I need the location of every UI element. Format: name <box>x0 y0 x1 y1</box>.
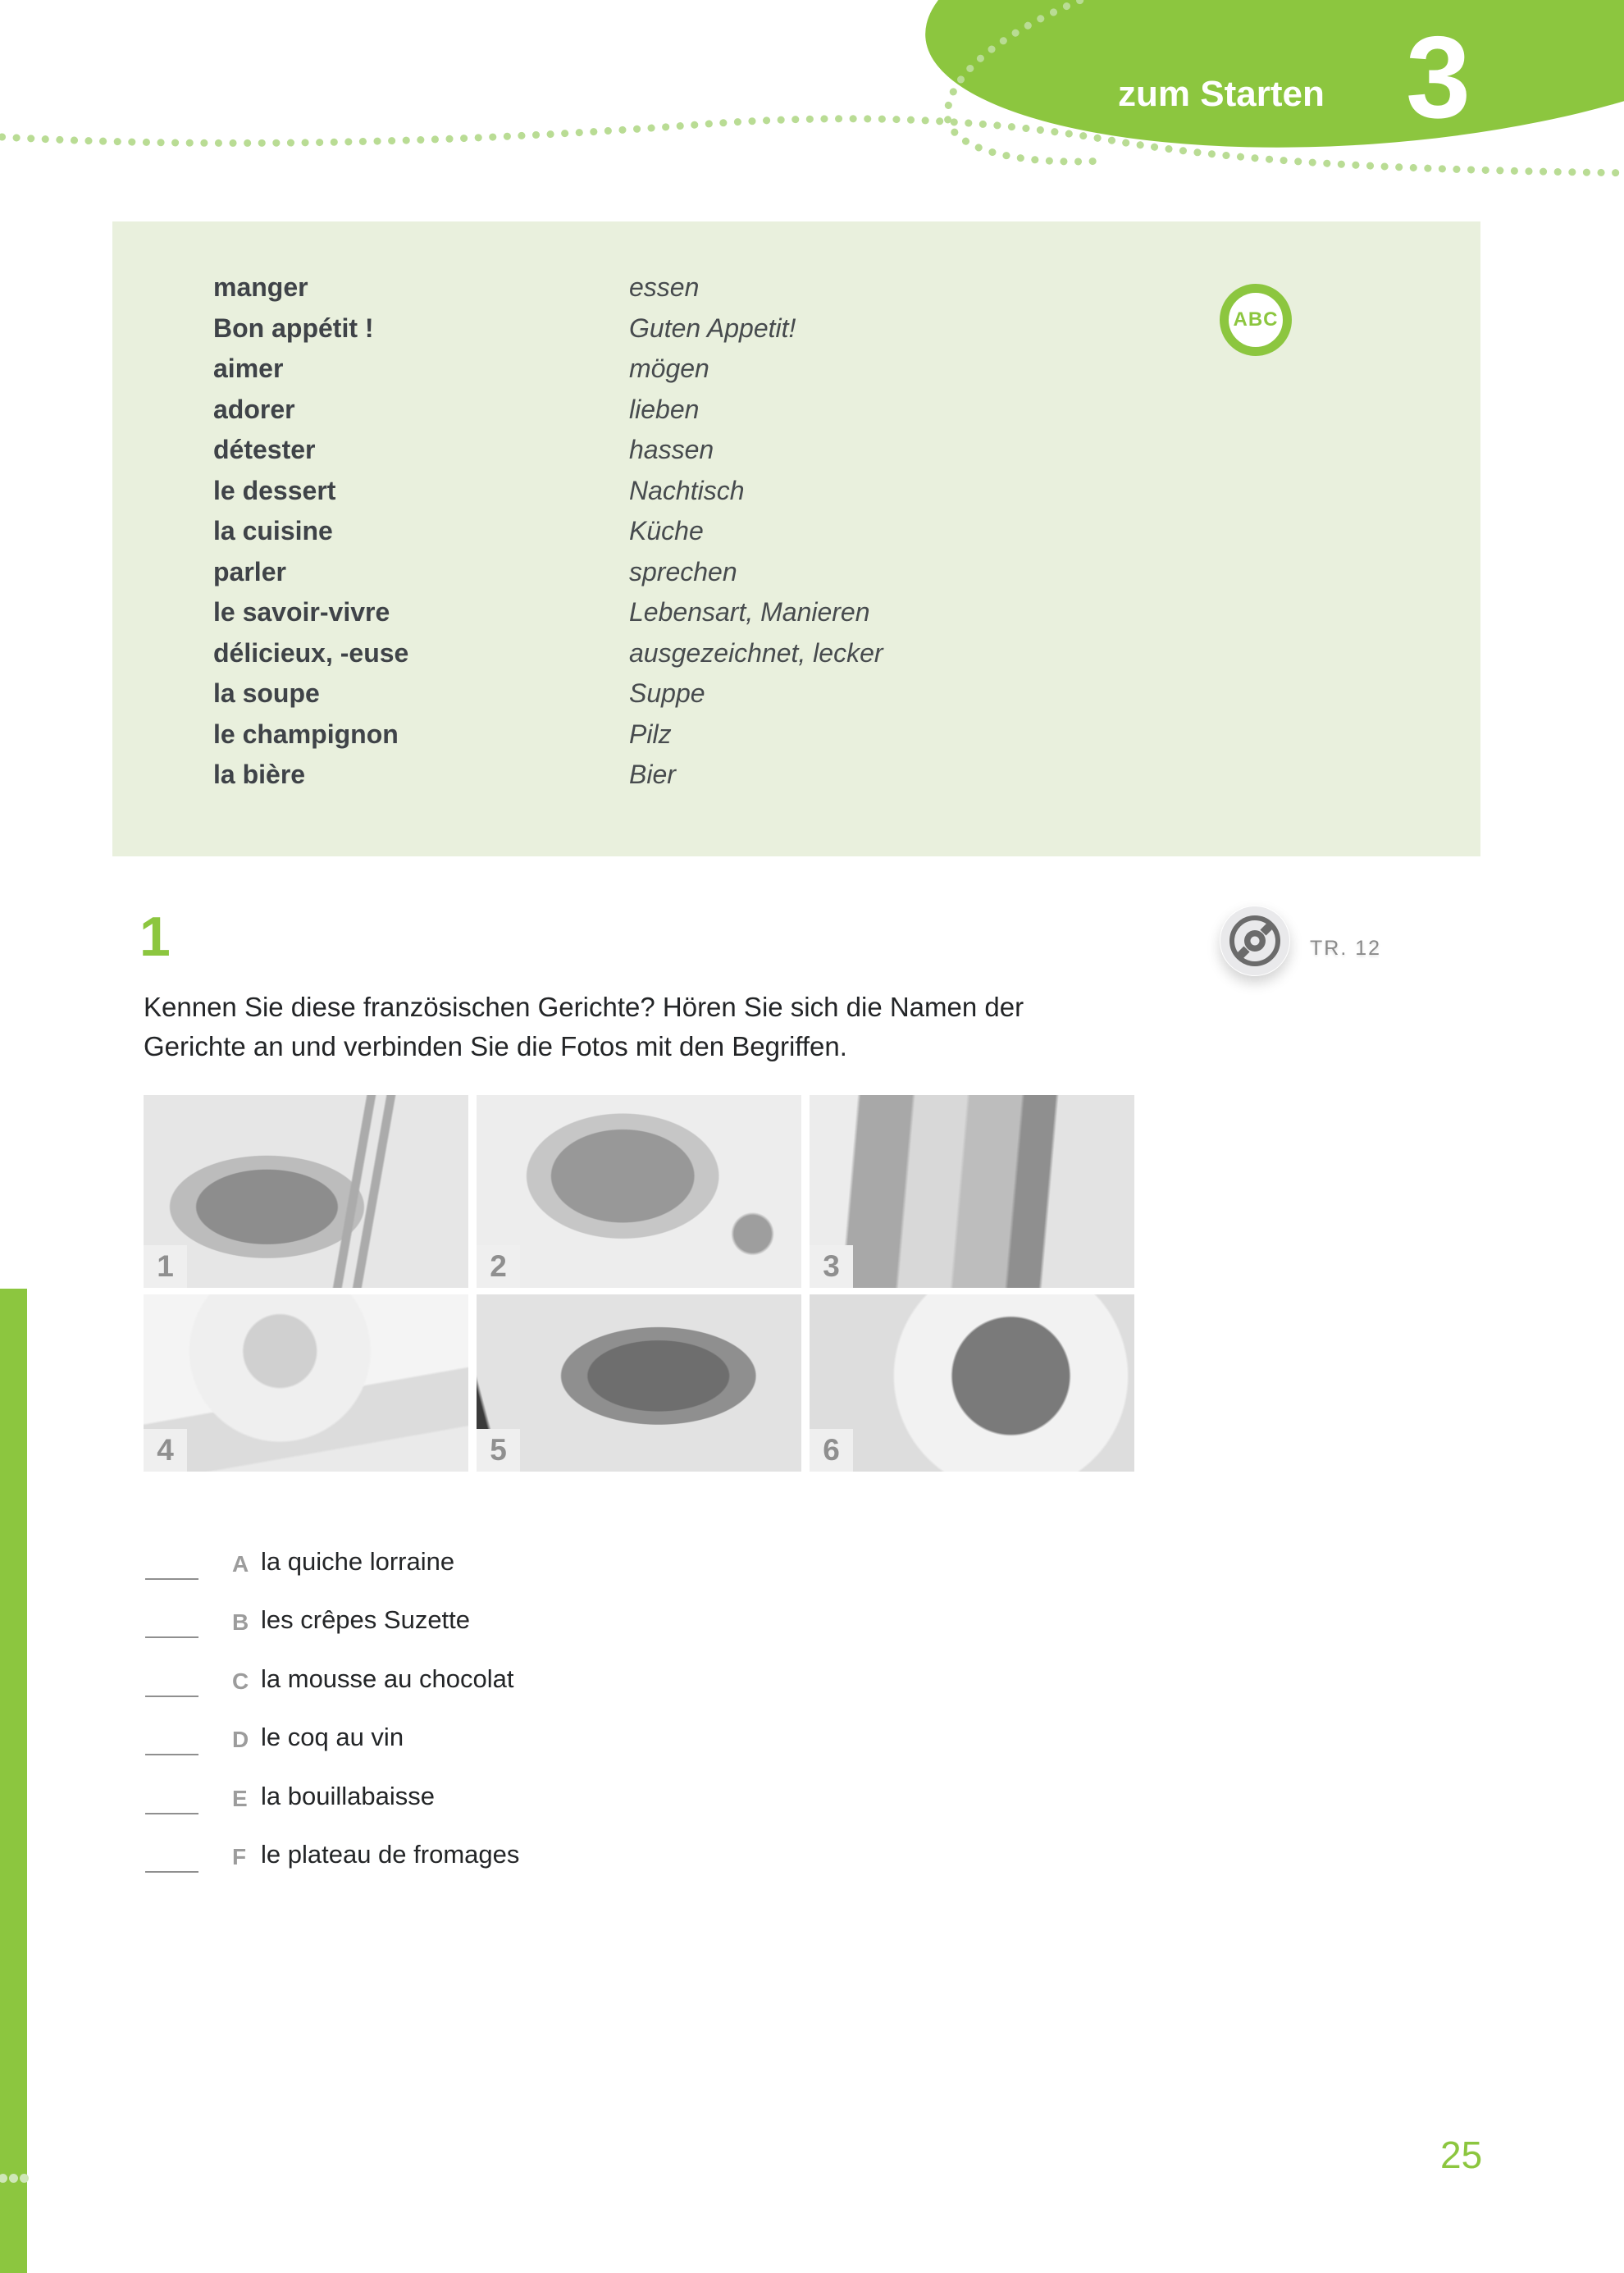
vocabulary-box <box>112 221 1480 856</box>
audio-track-label: TR. 12 <box>1310 937 1382 960</box>
option-text: le coq au vin <box>261 1723 404 1751</box>
option-text: les crêpes Suzette <box>261 1605 471 1634</box>
vocab-row <box>213 516 883 557</box>
vocab-french: la bière <box>213 760 306 789</box>
photo-number-badge: 3 <box>810 1245 853 1288</box>
vocab-german: ausgezeichnet, lecker <box>629 637 883 668</box>
answer-row-b <box>145 1604 965 1663</box>
photo-number-badge: 2 <box>477 1245 520 1288</box>
answer-row-a <box>145 1545 965 1604</box>
vocabulary-list <box>213 272 883 801</box>
bar-dot <box>9 2174 18 2183</box>
photo-4 <box>144 1294 468 1472</box>
page-number: 25 <box>1440 2134 1483 2176</box>
exercise-instruction <box>144 988 1177 1066</box>
option-text: la bouillabaisse <box>261 1782 435 1810</box>
answer-blank[interactable] <box>145 1578 198 1580</box>
section-title: zum Starten <box>1118 74 1325 114</box>
photo-6 <box>810 1294 1134 1472</box>
vocab-german: Nachtisch <box>629 475 745 505</box>
vocab-german: Guten Appetit! <box>629 313 796 343</box>
vocab-french: délicieux, -euse <box>213 637 409 668</box>
vocab-german: lieben <box>629 394 700 424</box>
option-letter: E <box>232 1786 248 1811</box>
answer-blank[interactable] <box>145 1813 198 1814</box>
vocab-french: le savoir-vivre <box>213 597 390 627</box>
vocab-french: parler <box>213 556 286 587</box>
cd-glyph <box>1220 906 1290 976</box>
vocab-french: manger <box>213 272 308 302</box>
answer-blank[interactable] <box>145 1636 198 1638</box>
vocab-german: hassen <box>629 435 714 464</box>
vocab-french: détester <box>213 435 316 464</box>
vocab-row <box>213 354 883 395</box>
instruction-line-2: Gerichte an und verbinden Sie die Fotos mit den Begriffen. <box>144 1031 847 1061</box>
vocab-row <box>213 476 883 517</box>
vocab-french: aimer <box>213 354 284 383</box>
vocab-french: Bon appétit ! <box>213 313 374 343</box>
instruction-line-1: Kennen Sie diese französischen Gerichte? Hören Sie sich die Namen der <box>144 992 1024 1022</box>
photo-number-badge: 4 <box>144 1429 187 1472</box>
vocab-german: Pilz <box>629 719 672 749</box>
abc-vocabulary-icon <box>1220 284 1292 356</box>
vocab-german: Bier <box>629 760 676 789</box>
vocab-german: mögen <box>629 354 709 383</box>
vocab-row <box>213 760 883 801</box>
vocab-row <box>213 435 883 476</box>
answer-blank[interactable] <box>145 1754 198 1755</box>
vocab-row <box>213 272 883 313</box>
answer-row-d <box>145 1721 965 1780</box>
vocab-french: la cuisine <box>213 516 333 545</box>
vocab-german: Küche <box>629 516 704 545</box>
vocab-row <box>213 313 883 354</box>
answer-row-c <box>145 1663 965 1722</box>
bar-dot <box>20 2174 29 2183</box>
bar-dot <box>0 2174 7 2183</box>
option-letter: D <box>232 1727 249 1752</box>
photo-5 <box>477 1294 801 1472</box>
vocab-row <box>213 678 883 719</box>
option-letter: A <box>232 1551 249 1577</box>
answer-blank[interactable] <box>145 1871 198 1873</box>
vocab-german: Suppe <box>629 678 705 708</box>
vocab-row <box>213 719 883 760</box>
vocab-french: le dessert <box>213 475 336 505</box>
option-text: le plateau de fromages <box>261 1840 520 1869</box>
answer-row-f <box>145 1838 965 1897</box>
answer-row-e <box>145 1780 965 1839</box>
exercise-number: 1 <box>139 906 171 968</box>
chapter-number: 3 <box>1406 12 1471 143</box>
vocab-french: adorer <box>213 394 295 424</box>
answer-blank[interactable] <box>145 1696 198 1697</box>
photo-3 <box>810 1095 1134 1288</box>
audio-cd-icon <box>1220 906 1290 976</box>
vocab-french: le champignon <box>213 719 399 749</box>
option-text: la quiche lorraine <box>261 1547 455 1576</box>
photo-number-badge: 5 <box>477 1429 520 1472</box>
photo-1 <box>144 1095 468 1288</box>
photo-number-badge: 1 <box>144 1245 187 1288</box>
vocab-row <box>213 557 883 598</box>
header-decoration <box>0 0 1624 246</box>
vocab-german: Lebensart, Manieren <box>629 597 870 627</box>
photo-2 <box>477 1095 801 1288</box>
option-letter: C <box>232 1668 249 1694</box>
vocab-row <box>213 395 883 436</box>
option-letter: B <box>232 1609 249 1635</box>
option-text: la mousse au chocolat <box>261 1664 514 1693</box>
photo-number-badge: 6 <box>810 1429 853 1472</box>
left-margin-bar <box>0 1289 27 2273</box>
vocab-row <box>213 597 883 638</box>
option-letter: F <box>232 1844 247 1869</box>
abc-icon-label: ABC <box>1233 308 1279 331</box>
vocab-row <box>213 638 883 679</box>
vocab-french: la soupe <box>213 678 320 708</box>
vocab-german: essen <box>629 272 700 302</box>
vocab-german: sprechen <box>629 556 737 587</box>
